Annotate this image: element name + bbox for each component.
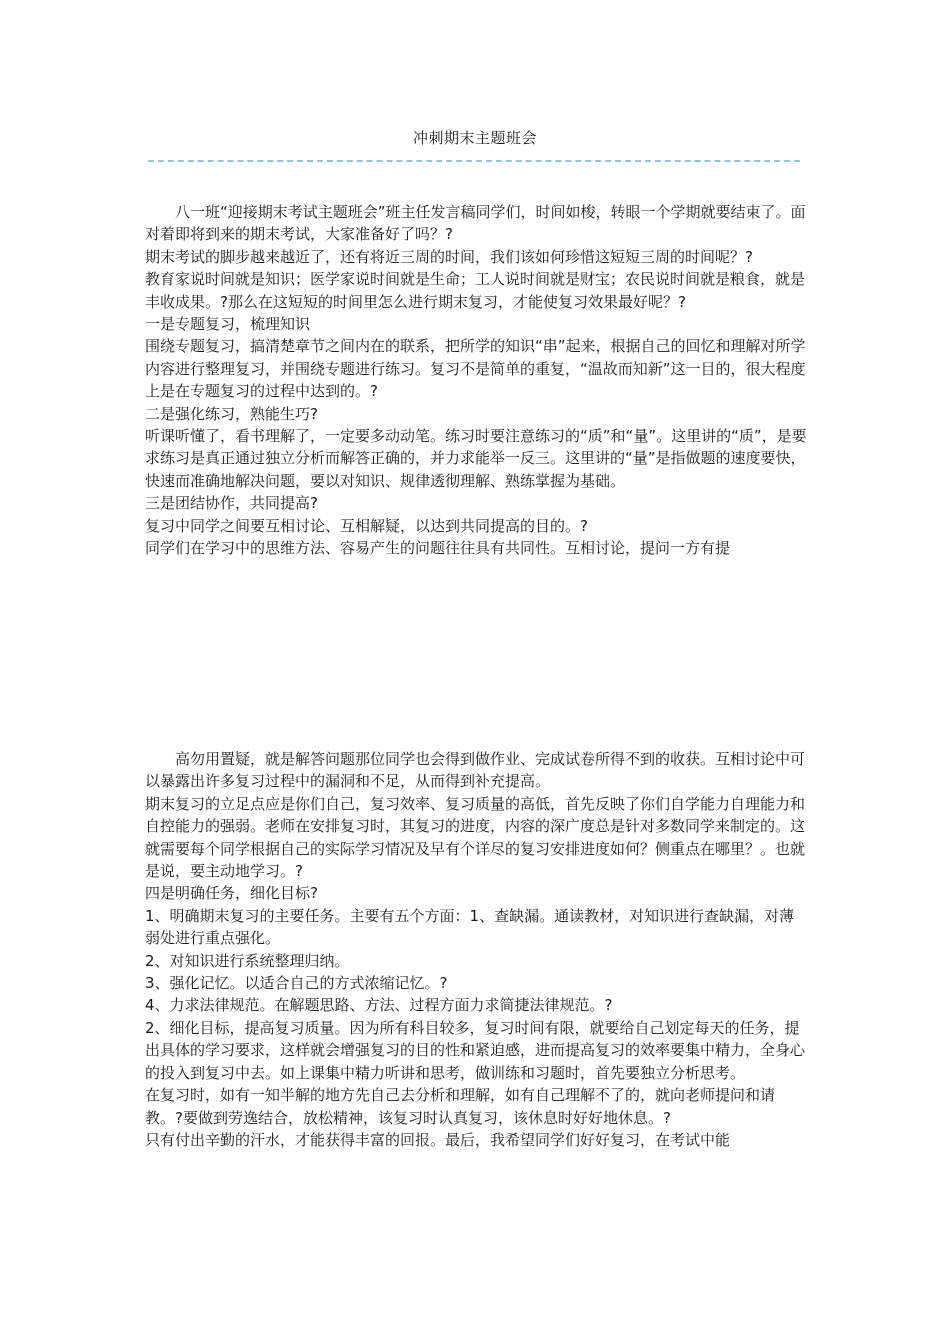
paragraph: 期末考试的脚步越来越近了，还有将近三周的时间，我们该如何珍惜这短短三周的时间呢？? bbox=[145, 247, 753, 266]
paragraph: 4、力求法律规范。在解题思路、方法、过程方面力求简捷法律规范。? bbox=[145, 996, 613, 1015]
paragraph: 听课听懂了，看书理解了，一定要多动动笔。练习时要注意练习的“质”和“量”。这里讲的“质”，是要求练习是真正通过独立分析而解答正确的，并力求能举一反三。这里讲的“量”是指做题的速度要快，快速而准确地解决问题，要以对知识、规律透彻理解、熟练掌握为基础。 bbox=[145, 427, 807, 490]
paragraph: 教育家说时间就是知识；医学家说时间就是生命；工人说时间就是财宝；农民说时间就是粮食，就是丰收成果。?那么在这短短的时间里怎么进行期末复习，才能使复习效果最好呢？? bbox=[145, 270, 806, 311]
paragraph: 2、细化目标，提高复习质量。因为所有科目较多，复习时间有限，就要给自己划定每天的任务，提出具体的学习要求，这样就会增强复习的目的性和紧迫感，进而提高复习的效率要集中精力，全身心的投入到复习中去。如上课集中精力听讲和思考，做训练和习题时，首先要独立分析思考。 bbox=[145, 1018, 806, 1082]
paragraph: 同学们在学习中的思维方法、容易产生的问题往往具有共同性。互相讨论，提问一方有提 bbox=[145, 539, 731, 558]
page2-body bbox=[145, 748, 807, 1151]
paragraph: 八一班“迎接期末考试主题班会”班主任发言稿同学们，时间如梭，转眼一个学期就要结束了。面对着即将到来的期末考试，大家准备好了吗？? bbox=[145, 203, 806, 244]
section-heading: 二是强化练习，熟能生巧? bbox=[145, 404, 318, 423]
paragraph: 复习中同学之间要互相讨论、互相解疑，以达到共同提高的目的。? bbox=[145, 516, 588, 535]
paragraph: 高勿用置疑，就是解答问题那位同学也会得到做作业、完成试卷所得不到的收获。互相讨论中可以暴露出许多复习过程中的漏洞和不足，从而得到补充提高。 bbox=[145, 750, 806, 791]
section-heading: 一是专题复习，梳理知识 bbox=[145, 315, 311, 334]
section-heading: 三是团结协作，共同提高? bbox=[145, 494, 318, 513]
page1-body bbox=[145, 201, 807, 560]
section-heading: 四是明确任务，细化目标? bbox=[145, 884, 318, 903]
paragraph: 在复习时，如有一知半解的地方先自己去分析和理解，如有自己理解不了的，就向老师提问和请教。?要做到劳逸结合，放松精神，该复习时认真复习，该休息时好好地休息。? bbox=[145, 1086, 776, 1127]
paragraph: 2、对知识进行系统整理归纳。 bbox=[145, 951, 350, 970]
paragraph: 围绕专题复习，搞清楚章节之间内在的联系，把所学的知识“串”起来，根据自己的回忆和理解对所学内容进行整理复习，并围绕专题进行练习。复习不是简单的重复，“温故而知新”这一目的，很大程度上是在专题复习的过程中达到的。? bbox=[145, 337, 806, 401]
paragraph: 3、强化记忆。以适合自己的方式浓缩记忆。? bbox=[145, 974, 448, 993]
document-title: 冲刺期末主题班会 bbox=[412, 129, 537, 147]
title-divider bbox=[148, 160, 800, 162]
paragraph: 期末复习的立足点应是你们自己，复习效率、复习质量的高低，首先反映了你们自学能力自理能力和自控能力的强弱。老师在安排复习时，其复习的进度，内容的深广度总是针对多数同学来制定的。这就需要每个同学根据自己的实际学习情况及早有个详尽的复习安排进度如何？侧重点在哪里？。也就是说，要主动地学习。? bbox=[145, 794, 806, 881]
paragraph: 1、明确期末复习的主要任务。主要有五个方面：1、查缺漏。通读教材，对知识进行查缺漏，对薄弱处进行重点强化。 bbox=[145, 906, 795, 948]
paragraph: 只有付出辛勤的汗水，才能获得丰富的回报。最后，我希望同学们好好复习，在考试中能 bbox=[145, 1130, 731, 1149]
